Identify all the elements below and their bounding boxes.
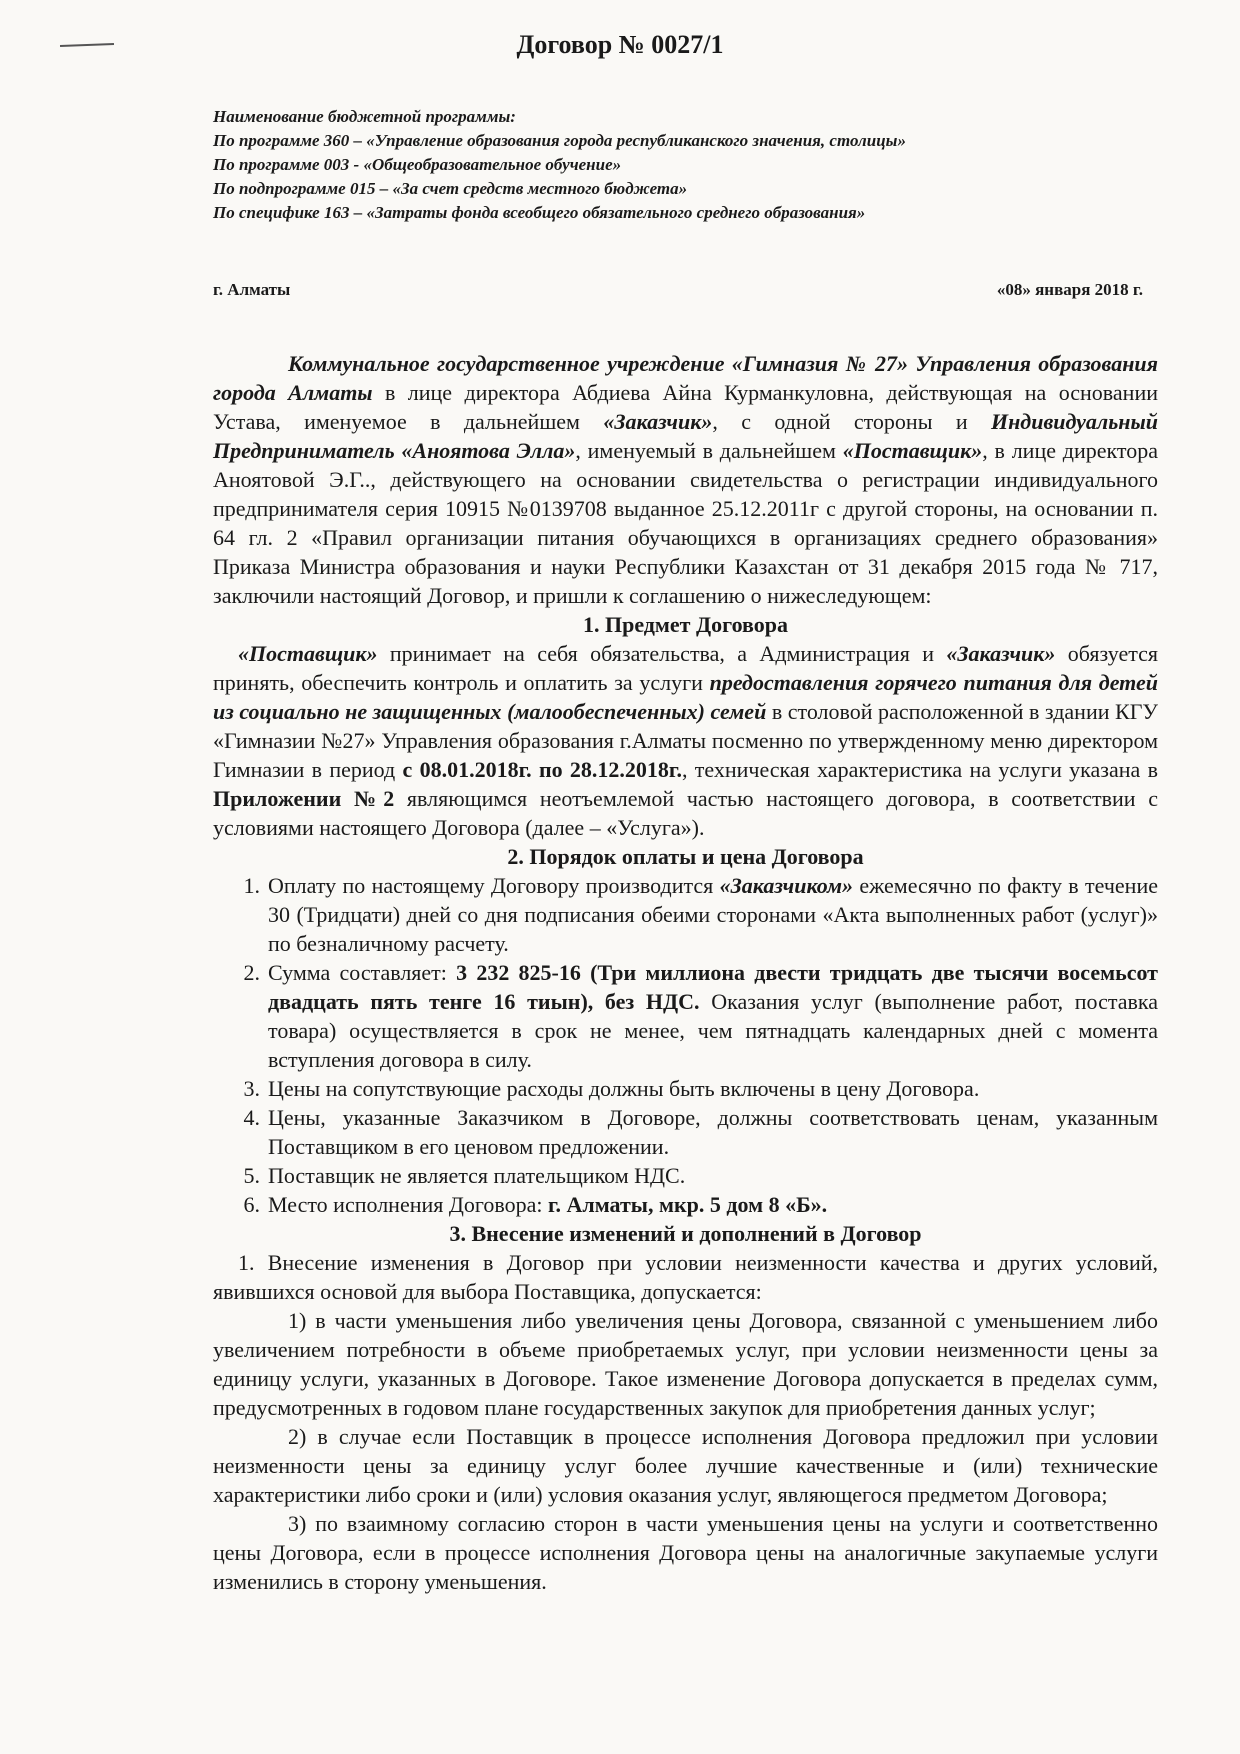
appendix-reference: Приложении №2 [213,786,395,811]
list-item: 2. Сумма составляет: 3 232 825-16 (Три миллиона двести тридцать две тысячи восемьсот двадцать пять тенге 16 тиын), без НДС. Оказания услуг (выполнение работ, поставка товара) осуществляется в срок не менее, чем пятнадцать календарных дней с момента вступления договора в силу. [243,960,1158,1072]
program-line: По специфике 163 – «Затраты фонда всеобщего обязательного среднего образования» [213,203,866,222]
program-line: По подпрограмме 015 – «За счет средств местного бюджета» [213,179,688,198]
section1-paragraph: «Поставщик» принимает на себя обязательства, а Администрация и «Заказчик» обязуется принять, обеспечить контроль и оплатить за услуги предоставления горячего питания для детей из социально не защищенных (малообеспеченных) семей в столовой расположенной в здании КГУ «Гимназии №27» Управления образования г.Алматы посменно по утвержденному меню директором Гимназии в период с 08.01.2018г. по 28.12.2018г., техническая характеристика на услуги указана в Приложении №2 являющимся неотъемлемой частью настоящего договора, в соответствии с условиями настоящего Договора (далее – «Услуга»). [213,641,1159,840]
preamble-paragraph: Коммунальное государственное учреждение «Гимназия № 27» Управления образования города Алматы в лице директора Абдиева Айна Курманкуловна, действующая на основании Устава, именуемое в дальнейшем «Заказчик», с одной стороны и Индивидуальный Предприниматель «Аноятова Элла», именуемый в дальнейшем «Поставщик», в лице директора Аноятовой Э.Г.., действующего на основании свидетельства о регистрации индивидуального предпринимателя серия 10915 №0139708 выданное 25.12.2011г с другой стороны, на основании п. 64 гл. 2 «Правил организации питания обучающихся в организациях среднего образования» Приказа Министра образования и науки Республики Казахстан от 31 декабря 2015 года № 717, заключили настоящий Договор, и пришли к соглашению о нижеследующем: [213,351,1158,608]
supplier-name: Индивидуальный Предприниматель «Аноятова Элла» [213,409,1158,463]
section-heading: 3. Внесение изменений и дополнений в Договор [449,1221,922,1246]
list-item: 3. Цены на сопутствующие расходы должны быть включены в цену Договора. [243,1076,980,1101]
section-heading: 1. Предмет Договора [582,612,788,637]
program-line: По программе 003 - «Общеобразовательное обучение» [213,155,622,174]
budget-program-block [213,105,906,225]
section3-paragraph: 1) в части уменьшения либо увеличения цены Договора, связанной с уменьшением либо увеличением потребности в объеме приобретаемых услуг, при условии неизменности цены за единицу услуги, указанных в Договоре. Такое изменение Договора допускается в пределах сумм, предусмотренных в годовом плане государственных закупок для приобретения данных услуг; [213,1308,1158,1420]
contract-body [213,349,1158,1596]
service-description: предоставления горячего питания для детей из социально не защищенных (малообеспеченных) семей [213,670,1159,724]
section3-paragraph: 1. Внесение изменения в Договор при условии неизменности качества и других условий, явившихся основой для выбора Поставщика, допускается: [213,1250,1158,1304]
list-item: 5. Поставщик не является плательщиком НДС. [243,1163,686,1188]
customer-term: «Заказчик» [603,409,713,434]
city: г. Алматы [213,280,291,299]
program-line: Наименование бюджетной программы: [213,107,516,126]
list-item: 1. Оплату по настоящему Договору производится «Заказчиком» ежемесячно по факту в течение 30 (Тридцати) дней со дня подписания обеими сторонами «Акта выполненных работ (услуг)» по безналичному расчету. [243,873,1158,956]
supplier-term: «Поставщик» [842,438,983,463]
contract-date: «08» января 2018 г. [996,280,1143,299]
section3-paragraph: 2) в случае если Поставщик в процессе исполнения Договора предложил при условии неизменности цены за единицу услуг более лучшие качественные и (или) технические характеристики либо сроки и (или) условия оказания услуг, являющегося предметом Договора; [213,1424,1158,1507]
program-line: По программе 360 – «Управление образования города республиканского значения, столицы» [213,131,906,150]
customer-organization: Коммунальное государственное учреждение «Гимназия № 27» Управления образования города Алматы [213,351,1158,405]
contract-title: Договор № 0027/1 [516,30,724,59]
contract-amount: 3 232 825-16 (Три миллиона двести тридцать две тысячи восемьсот двадцать пять тенге 16 тиын), без НДС. [268,960,1158,1014]
section3-paragraph: 3) по взаимному согласию сторон в части уменьшения цены на услуги и соответственно цены Договора, если в процессе исполнения Договора цены на аналогичные закупаемые услуги изменились в сторону уменьшения. [213,1511,1158,1594]
list-item: 6. Место исполнения Договора: г. Алматы, мкр. 5 дом 8 «Б». [243,1192,828,1217]
section-heading: 2. Порядок оплаты и цена Договора [507,844,864,869]
place-of-execution: г. Алматы, мкр. 5 дом 8 «Б». [547,1192,828,1217]
service-period: с 08.01.2018г. по 28.12.2018г. [402,757,682,782]
list-item: 4. Цены, указанные Заказчиком в Договоре, должны соответствовать ценам, указанным Поставщиком в его ценовом предложении. [243,1105,1158,1159]
